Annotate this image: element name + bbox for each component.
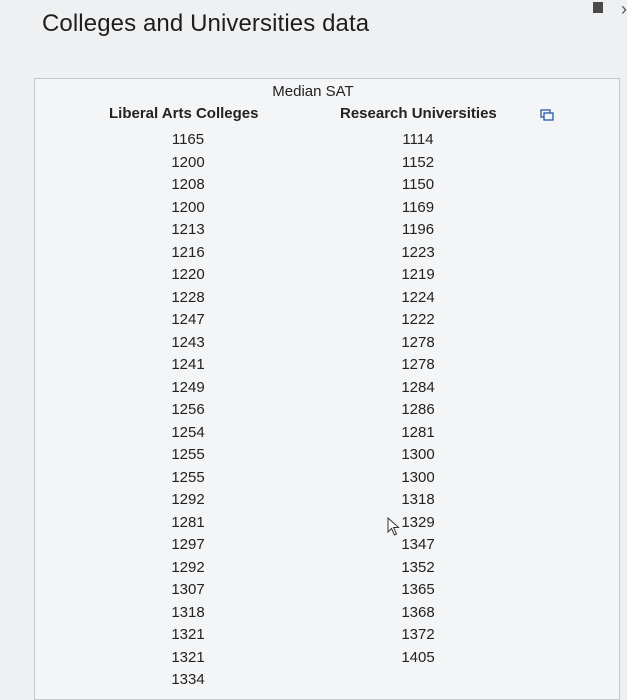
liberal-arts-cell: 1307	[171, 581, 205, 598]
page-title: Colleges and Universities data	[42, 10, 370, 37]
liberal-arts-cell: 1281	[171, 513, 205, 531]
liberal-arts-cell: 1321	[171, 626, 205, 643]
data-table-panel	[34, 78, 620, 700]
research-cell: 1329	[401, 513, 435, 531]
liberal-arts-cell: 1200	[171, 198, 205, 216]
copy-icon[interactable]	[540, 109, 554, 121]
liberal-arts-cell: 1249	[171, 378, 205, 396]
liberal-arts-cell: 1208	[171, 176, 205, 193]
mouse-cursor-icon	[387, 517, 401, 537]
liberal-arts-column	[148, 129, 228, 692]
chevron-right-icon[interactable]: ›	[621, 0, 627, 19]
research-column	[378, 129, 458, 669]
research-cell: 1223	[401, 243, 435, 261]
liberal-arts-cell: 1255	[171, 446, 205, 463]
liberal-arts-cell: 1292	[171, 491, 205, 508]
column-header-research: Research Universities	[340, 105, 497, 122]
liberal-arts-cell: 1165	[171, 131, 205, 148]
research-cell: 1300	[401, 468, 435, 486]
liberal-arts-cell: 1241	[171, 356, 205, 373]
research-cell: 1372	[401, 626, 435, 643]
group-header: Median SAT	[272, 83, 354, 100]
research-cell: 1352	[401, 558, 435, 576]
research-cell: 1278	[401, 356, 435, 373]
liberal-arts-cell: 1213	[171, 221, 205, 238]
liberal-arts-cell: 1256	[171, 401, 205, 418]
liberal-arts-cell: 1334	[171, 671, 205, 688]
liberal-arts-cell: 1220	[171, 266, 205, 283]
research-cell: 1224	[401, 288, 435, 306]
research-cell: 1196	[401, 221, 435, 238]
liberal-arts-cell: 1254	[171, 423, 205, 441]
liberal-arts-cell: 1297	[171, 536, 205, 553]
research-cell: 1284	[401, 378, 435, 396]
research-cell: 1169	[401, 198, 435, 216]
research-cell: 1150	[401, 176, 435, 193]
research-cell: 1300	[401, 446, 435, 463]
liberal-arts-cell: 1318	[171, 603, 205, 621]
liberal-arts-cell: 1228	[171, 288, 205, 306]
column-header-liberal-arts: Liberal Arts Colleges	[109, 105, 259, 122]
research-cell: 1405	[401, 648, 435, 666]
research-cell: 1368	[401, 603, 435, 621]
minimize-icon[interactable]	[593, 2, 603, 13]
liberal-arts-cell: 1243	[171, 333, 205, 351]
research-cell: 1318	[401, 491, 435, 508]
research-cell: 1347	[401, 536, 435, 553]
research-cell: 1365	[401, 581, 435, 598]
research-cell: 1219	[401, 266, 435, 283]
liberal-arts-cell: 1255	[171, 468, 205, 486]
liberal-arts-cell: 1292	[171, 558, 205, 576]
liberal-arts-cell: 1321	[171, 648, 205, 666]
research-cell: 1286	[401, 401, 435, 418]
liberal-arts-cell: 1247	[171, 311, 205, 328]
research-cell: 1281	[401, 423, 435, 441]
research-cell: 1222	[401, 311, 435, 328]
research-cell: 1114	[402, 131, 434, 148]
research-cell: 1278	[401, 333, 435, 351]
liberal-arts-cell: 1200	[171, 153, 205, 171]
liberal-arts-cell: 1216	[171, 243, 205, 261]
research-cell: 1152	[401, 153, 435, 171]
